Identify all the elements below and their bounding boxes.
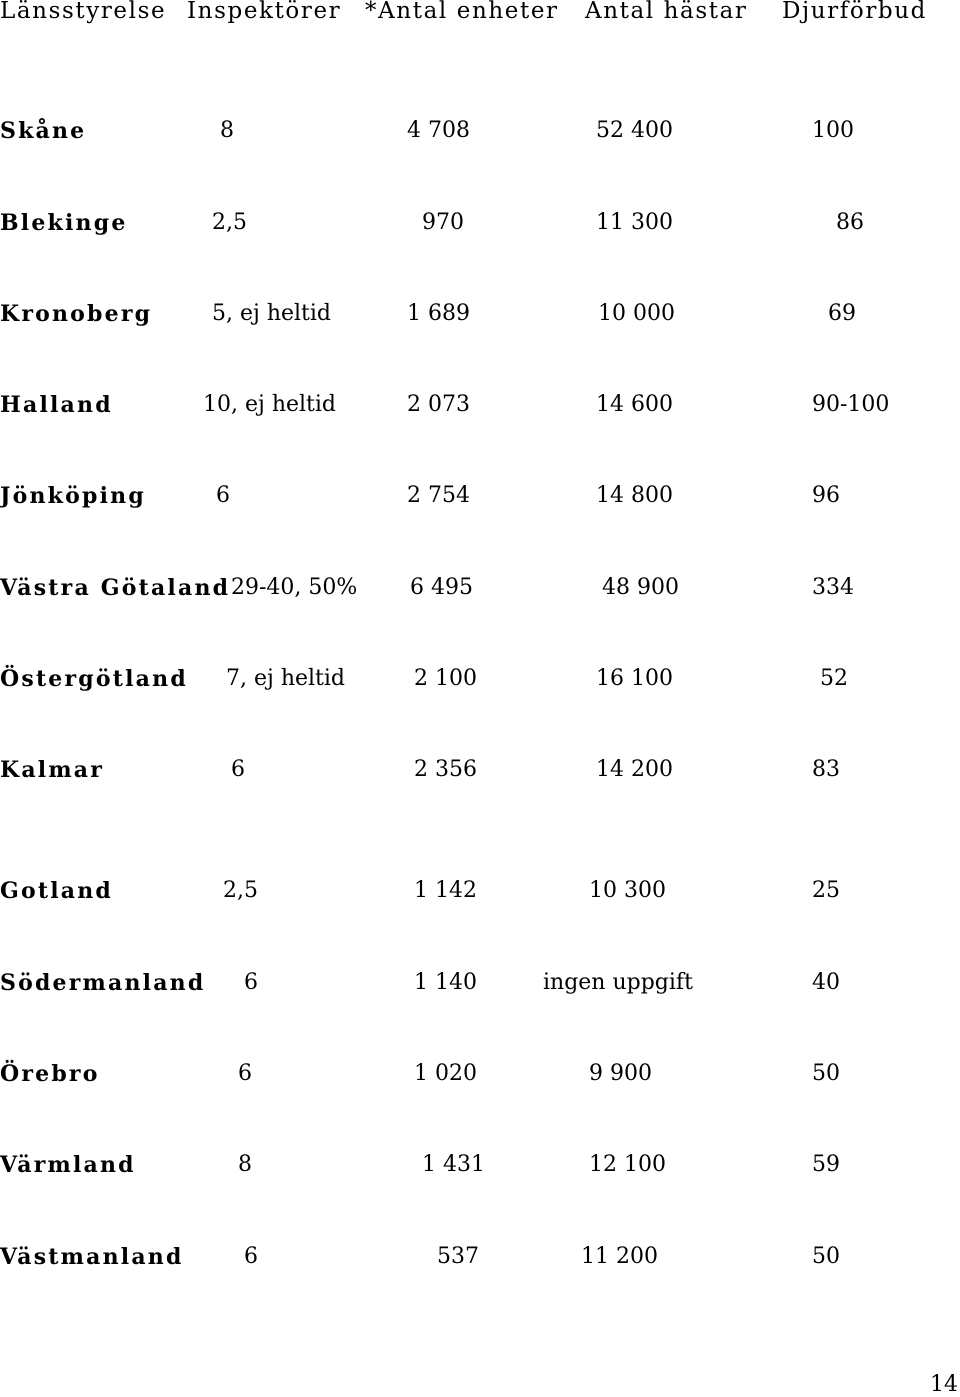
units-value: 1 020 [414, 1061, 477, 1086]
horses-value: 10 300 [589, 878, 666, 903]
page-number: 14 [930, 1372, 958, 1397]
bans-value: 100 [812, 118, 854, 143]
bans-value: 25 [812, 878, 840, 903]
horses-value: ingen uppgift [543, 970, 693, 995]
units-value: 1 142 [414, 878, 477, 903]
inspectors-value: 6 [216, 483, 230, 508]
inspectors-value: 6 [231, 757, 245, 782]
inspectors-value: 6 [244, 970, 258, 995]
horses-value: 11 300 [596, 210, 673, 235]
units-value: 6 495 [410, 575, 473, 600]
bans-value: 83 [812, 757, 840, 782]
header-antal-hastar: Antal hästar [585, 0, 748, 24]
region-name: Skåne [0, 118, 87, 144]
region-name: Kalmar [0, 757, 105, 783]
bans-value: 86 [836, 210, 864, 235]
horses-value: 10 000 [598, 301, 675, 326]
inspectors-value: 2,5 [223, 878, 258, 903]
region-name: Västra Götaland [0, 575, 231, 601]
inspectors-value: 6 [238, 1061, 252, 1086]
region-name: Värmland [0, 1152, 136, 1178]
bans-value: 334 [812, 575, 854, 600]
region-name: Jönköping [0, 483, 146, 509]
horses-value: 9 900 [589, 1061, 652, 1086]
inspectors-value: 2,5 [212, 210, 247, 235]
inspectors-value: 29-40, 50% [231, 575, 358, 600]
header-antal-enheter: *Antal enheter [365, 0, 559, 24]
inspectors-value: 8 [220, 118, 234, 143]
horses-value: 14 600 [596, 392, 673, 417]
region-name: Östergötland [0, 666, 188, 692]
horses-value: 16 100 [596, 666, 673, 691]
region-name: Gotland [0, 878, 114, 904]
units-value: 537 [437, 1244, 479, 1269]
bans-value: 50 [812, 1244, 840, 1269]
inspectors-value: 10, ej heltid [203, 392, 336, 417]
region-name: Blekinge [0, 210, 128, 236]
header-djurforbud: Djurförbud [782, 0, 927, 24]
header-inspektorer: Inspektörer [187, 0, 342, 24]
bans-value: 52 [820, 666, 848, 691]
units-value: 1 689 [407, 301, 470, 326]
region-name: Kronoberg [0, 301, 153, 327]
bans-value: 90-100 [812, 392, 890, 417]
region-name: Örebro [0, 1061, 100, 1087]
units-value: 4 708 [407, 118, 470, 143]
region-name: Halland [0, 392, 113, 418]
units-value: 2 356 [414, 757, 477, 782]
bans-value: 40 [812, 970, 840, 995]
header-lansstyrelse: Länsstyrelse [0, 0, 167, 24]
region-name: Västmanland [0, 1244, 184, 1270]
inspectors-value: 8 [238, 1152, 252, 1177]
horses-value: 11 200 [581, 1244, 658, 1269]
units-value: 1 140 [414, 970, 477, 995]
bans-value: 69 [828, 301, 856, 326]
units-value: 1 431 [422, 1152, 485, 1177]
region-name: Södermanland [0, 970, 206, 996]
horses-value: 12 100 [589, 1152, 666, 1177]
bans-value: 59 [812, 1152, 840, 1177]
units-value: 970 [422, 210, 464, 235]
units-value: 2 073 [407, 392, 470, 417]
units-value: 2 100 [414, 666, 477, 691]
horses-value: 14 200 [596, 757, 673, 782]
horses-value: 14 800 [596, 483, 673, 508]
bans-value: 96 [812, 483, 840, 508]
horses-value: 48 900 [602, 575, 679, 600]
inspectors-value: 5, ej heltid [212, 301, 332, 326]
bans-value: 50 [812, 1061, 840, 1086]
inspectors-value: 7, ej heltid [226, 666, 346, 691]
inspectors-value: 6 [244, 1244, 258, 1269]
horses-value: 52 400 [596, 118, 673, 143]
units-value: 2 754 [407, 483, 470, 508]
